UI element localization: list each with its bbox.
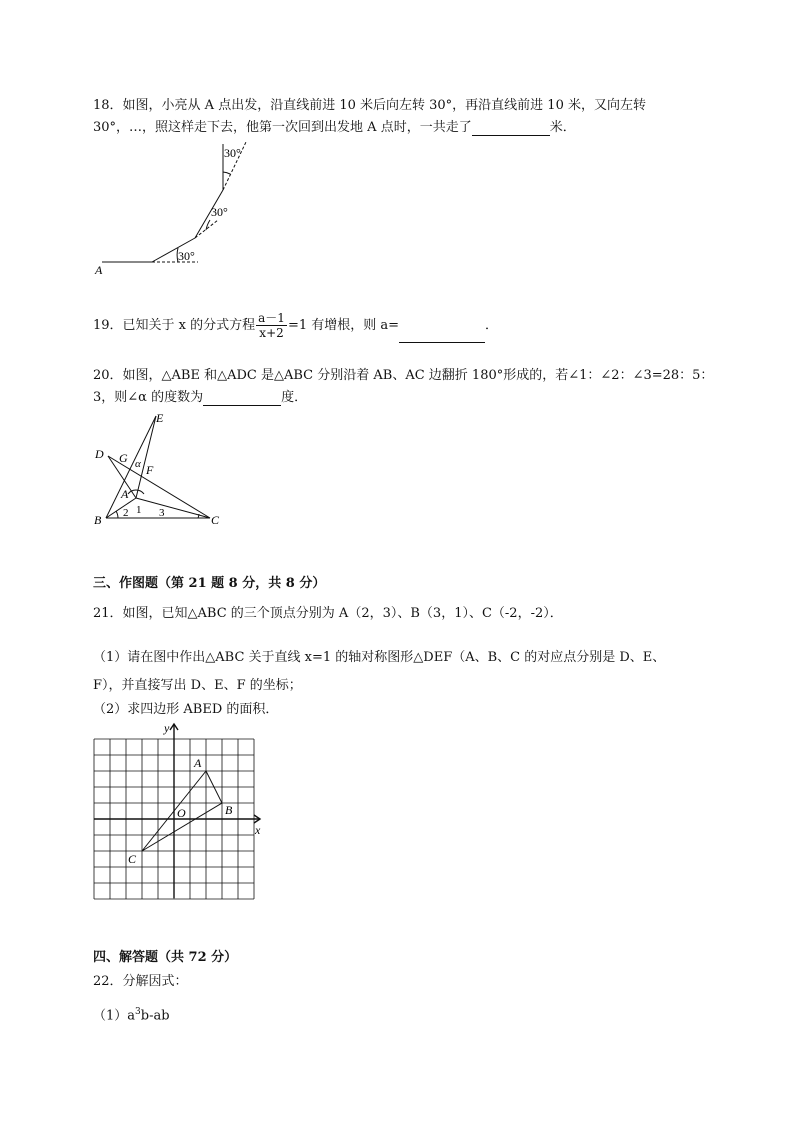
- q19-frac-den: x+2: [259, 326, 284, 340]
- q21-origin: O: [177, 806, 186, 820]
- q18-line1: 18．如图，小亮从 A 点出发，沿直线前进 10 米后向左转 30°，再沿直线前进 10 米，又向左转: [93, 98, 646, 113]
- q21-part1-line1: （1）请在图中作出△ABC 关于直线 x=1 的轴对称图形△DEF（A、B、C 的对应点分别是 D、E、: [93, 650, 666, 665]
- q21-point-a: A: [194, 756, 202, 770]
- q20-label-g: G: [119, 451, 128, 465]
- answer-blank-18[interactable]: [472, 122, 550, 136]
- section3-heading: 三、作图题（第 21 题 8 分，共 8 分）: [93, 576, 326, 591]
- q20-label-b: B: [94, 513, 102, 527]
- q20-label-f: F: [146, 463, 154, 477]
- q22-title: 22．分解因式：: [93, 974, 188, 989]
- q19-post: ．: [485, 318, 499, 333]
- q19-frac-num: a－1: [258, 311, 285, 325]
- q20-label-alpha: α: [135, 458, 141, 470]
- q21-axis-y: y: [164, 721, 170, 735]
- q18-line2: [93, 120, 576, 136]
- q20-label-e: E: [156, 411, 164, 425]
- q18-figure: [90, 140, 260, 280]
- q22-part1-post: b-ab: [140, 1008, 170, 1024]
- q19-mid: =1 有增根，则 a=: [287, 318, 400, 333]
- q21-axis-x: x: [255, 823, 261, 837]
- q19-pre: 19．已知关于 x 的分式方程: [93, 318, 256, 333]
- q20-line1: 20．如图，△ABE 和△ADC 是△ABC 分别沿着 AB、AC 边翻折 180°形成的，若∠1：∠2：∠3=28：5：: [93, 368, 714, 383]
- q22-part1-exponent: 3: [135, 1007, 141, 1017]
- q21-part1-line2: F），并直接写出 D、E、F 的坐标；: [93, 678, 302, 693]
- q21-point-c: C: [128, 852, 137, 866]
- q21-coordinate-grid: [88, 718, 268, 904]
- q21-title: 21．如图，已知△ABC 的三个顶点分别为 A（2，3）、B（3，1）、C（-2，-2）．: [93, 606, 563, 621]
- q18-angle-label-2: 30°: [211, 205, 228, 219]
- q21-point-b: B: [225, 803, 233, 817]
- q20-line2-pre: 3，则∠α 的度数为: [93, 390, 204, 405]
- q20-label-2: 2: [123, 507, 129, 519]
- answer-blank-19[interactable]: [399, 329, 485, 343]
- q20-label-a: A: [121, 487, 129, 501]
- q22-part1: [93, 1004, 170, 1024]
- q21-part2: （2）求四边形 ABED 的面积．: [93, 702, 279, 717]
- q18-angle-label-3: 30°: [224, 146, 241, 160]
- q20-label-c: C: [211, 513, 220, 527]
- q18-angle-label-1: 30°: [178, 249, 195, 263]
- q19-fraction: [256, 311, 287, 340]
- q20-line2: [93, 390, 307, 406]
- q20-label-3: 3: [159, 507, 165, 519]
- section4-heading: 四、解答题（共 72 分）: [93, 950, 238, 965]
- q19-line: [93, 309, 498, 343]
- answer-blank-20[interactable]: [203, 392, 281, 406]
- q20-label-d: D: [95, 447, 104, 461]
- q20-figure: [88, 410, 233, 532]
- q22-part1-pre: （1）a: [93, 1008, 136, 1024]
- q20-label-1: 1: [136, 504, 142, 516]
- q18-line2-pre: 30°，…，照这样走下去，他第一次回到出发地 A 点时，一共走了: [93, 120, 472, 135]
- q18-point-a: A: [95, 263, 103, 277]
- q18-line2-post: 米．: [549, 120, 576, 135]
- q20-line2-post: 度．: [281, 390, 308, 405]
